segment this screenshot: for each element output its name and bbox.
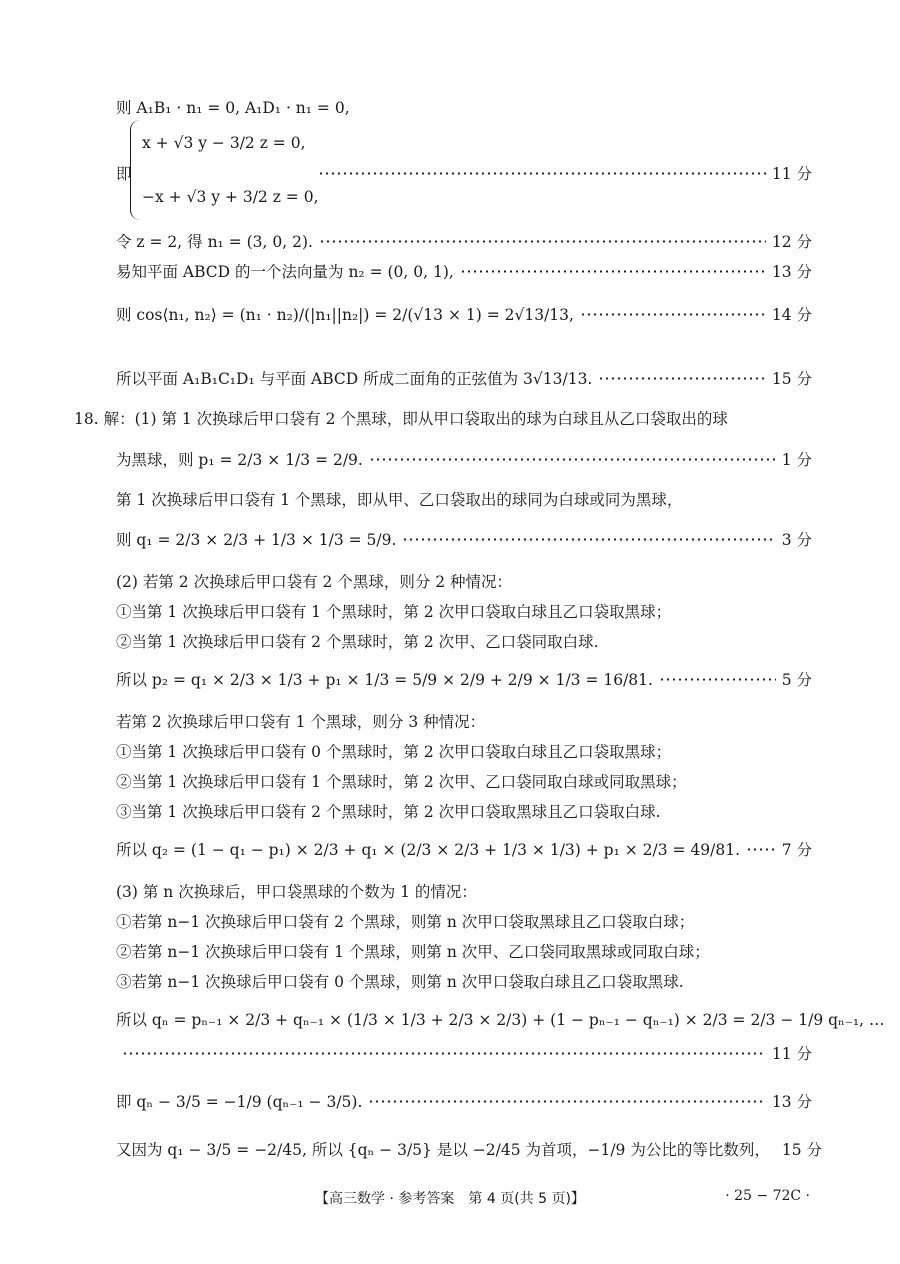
line-text: 为黑球，则 p₁ = 2/3 × 1/3 = 2/9. [116, 451, 363, 469]
text-line [116, 367, 812, 389]
score-label: 5 分 [781, 671, 812, 689]
line-text: 所以 p₂ = q₁ × 2/3 × 1/3 + p₁ × 1/3 = 5/9 × 2/9 + 2/9 × 1/3 = 16/81. [116, 671, 653, 689]
score-label: 7 分 [781, 841, 812, 859]
line-text: 所以 q₂ = (1 − q₁ − p₁) × 2/3 + q₁ × (2/3 × 2/3 + 1/3 × 1/3) + p₁ × 2/3 = 49/81. [116, 841, 741, 859]
text-line [116, 260, 812, 282]
line-text: ①当第 1 次换球后甲口袋有 1 个黑球时，第 2 次甲口袋取白球且乙口袋取黑球； [116, 603, 672, 621]
score-label: 3 分 [781, 531, 812, 549]
score-label: 12 分 [771, 233, 812, 251]
line-text: 即 qₙ − 3/5 = −1/9 (qₙ₋₁ − 3/5). [116, 1093, 363, 1111]
score-leader [312, 162, 812, 184]
text-line [116, 303, 812, 325]
text-line [116, 528, 812, 550]
text-line [116, 630, 812, 652]
text-line [116, 96, 812, 118]
dot-leader [659, 678, 776, 681]
text-line [116, 910, 812, 932]
dot-leader [369, 458, 776, 461]
line-text: 则 cos⟨n₁, n₂⟩ = (n₁ · n₂)/(|n₁||n₂|) = 2/(√13 × 1) = 2√13/13, [116, 306, 574, 324]
score-label: 1 分 [781, 451, 812, 469]
line-text: (3) 第 n 次换球后，甲口袋黑球的个数为 1 的情况： [116, 883, 477, 901]
text-line [116, 488, 812, 510]
dot-leader [402, 538, 775, 541]
line-text: 若第 2 次换球后甲口袋有 1 个黑球，则分 3 种情况： [116, 713, 486, 731]
text-line [116, 710, 812, 732]
line-text: ③若第 n−1 次换球后甲口袋有 0 个黑球，则第 n 次甲口袋取白球且乙口袋取黑球. [116, 973, 684, 991]
line-text: ①当第 1 次换球后甲口袋有 0 个黑球时，第 2 次甲口袋取白球且乙口袋取黑球； [116, 743, 672, 761]
text-line [116, 838, 812, 860]
line-text: 则 A₁B₁ · n₁ = 0, A₁D₁ · n₁ = 0, [116, 99, 350, 117]
score-label: 11 分 [771, 1045, 812, 1063]
text-line [116, 940, 812, 962]
dot-leader [598, 377, 765, 380]
footer-code: · 25 − 72C · [725, 1188, 810, 1204]
text-line [116, 770, 812, 792]
dot-leader [318, 172, 766, 175]
line-text: 又因为 q₁ − 3/5 = −2/45, 所以 {qₙ − 3/5} 是以 −2/45 为首项，−1/9 为公比的等比数列， [116, 1141, 770, 1159]
line-text: 令 z = 2, 得 n₁ = (3, 0, 2). [116, 233, 313, 251]
line-text: ①若第 n−1 次换球后甲口袋有 2 个黑球，则第 n 次甲口袋取黑球且乙口袋取白球； [116, 913, 695, 931]
dot-leader [460, 270, 766, 273]
line-text: 则 q₁ = 2/3 × 2/3 + 1/3 × 1/3 = 5/9. [116, 531, 397, 549]
score-label: 13 分 [771, 263, 812, 281]
footer-title: 【高三数学 · 参考答案 第 4 页(共 5 页)】 [315, 1191, 585, 1207]
score-label: 11 分 [771, 165, 812, 183]
dot-leader [368, 1100, 765, 1103]
text-line [116, 600, 812, 622]
text-line [116, 880, 812, 902]
system-lead: 即 [116, 165, 132, 183]
system-equation-1: x + √3 y − 3/2 z = 0, [142, 134, 306, 152]
text-line [116, 1008, 885, 1030]
text-line [116, 668, 812, 690]
score-label: 14 分 [771, 306, 812, 324]
text-line [116, 1138, 822, 1160]
line-text: ②若第 n−1 次换球后甲口袋有 1 个黑球，则第 n 次甲、乙口袋同取黑球或同取白球； [116, 943, 710, 961]
score-label: 13 分 [771, 1093, 812, 1111]
text-line [116, 800, 812, 822]
line-text: ③当第 1 次换球后甲口袋有 2 个黑球时，第 2 次甲口袋取黑球且乙口袋取白球. [116, 803, 661, 821]
dot-leader [122, 1052, 766, 1055]
system-equation-2: −x + √3 y + 3/2 z = 0, [142, 188, 319, 206]
line-text: 所以 qₙ = pₙ₋₁ × 2/3 + qₙ₋₁ × (1/3 × 1/3 + 2/3 × 2/3) + (1 − pₙ₋₁ − qₙ₋₁) × 2/3 = 2/3 − 1/9 qₙ₋₁, … [116, 1011, 885, 1029]
dot-leader [580, 313, 766, 316]
text-line [116, 970, 812, 992]
text-line [116, 570, 812, 592]
line-text: 18. 解：(1) 第 1 次换球后甲口袋有 2 个黑球，即从甲口袋取出的球为白球且从乙口袋取出的球 [74, 410, 728, 428]
score-label: 15 分 [771, 370, 812, 388]
dot-leader [319, 240, 766, 243]
text-line [116, 230, 812, 252]
line-text: 所以平面 A₁B₁C₁D₁ 与平面 ABCD 所成二面角的正弦值为 3√13/13. [116, 370, 593, 388]
line-text: 第 1 次换球后甲口袋有 1 个黑球，即从甲、乙口袋取出的球同为白球或同为黑球， [116, 491, 683, 509]
text-line [116, 740, 812, 762]
line-text: ②当第 1 次换球后甲口袋有 2 个黑球时，第 2 次甲、乙口袋同取白球. [116, 633, 599, 651]
text-line [116, 1042, 812, 1064]
line-text: 易知平面 ABCD 的一个法向量为 n₂ = (0, 0, 1), [116, 263, 454, 281]
text-line [116, 448, 812, 470]
dot-leader [746, 848, 776, 851]
line-text: (2) 若第 2 次换球后甲口袋有 2 个黑球，则分 2 种情况： [116, 573, 513, 591]
text-line [116, 1090, 812, 1112]
text-line [74, 407, 812, 429]
score-label: 15 分 [781, 1141, 822, 1159]
line-text: ②当第 1 次换球后甲口袋有 1 个黑球时，第 2 次甲、乙口袋同取白球或同取黑球； [116, 773, 687, 791]
